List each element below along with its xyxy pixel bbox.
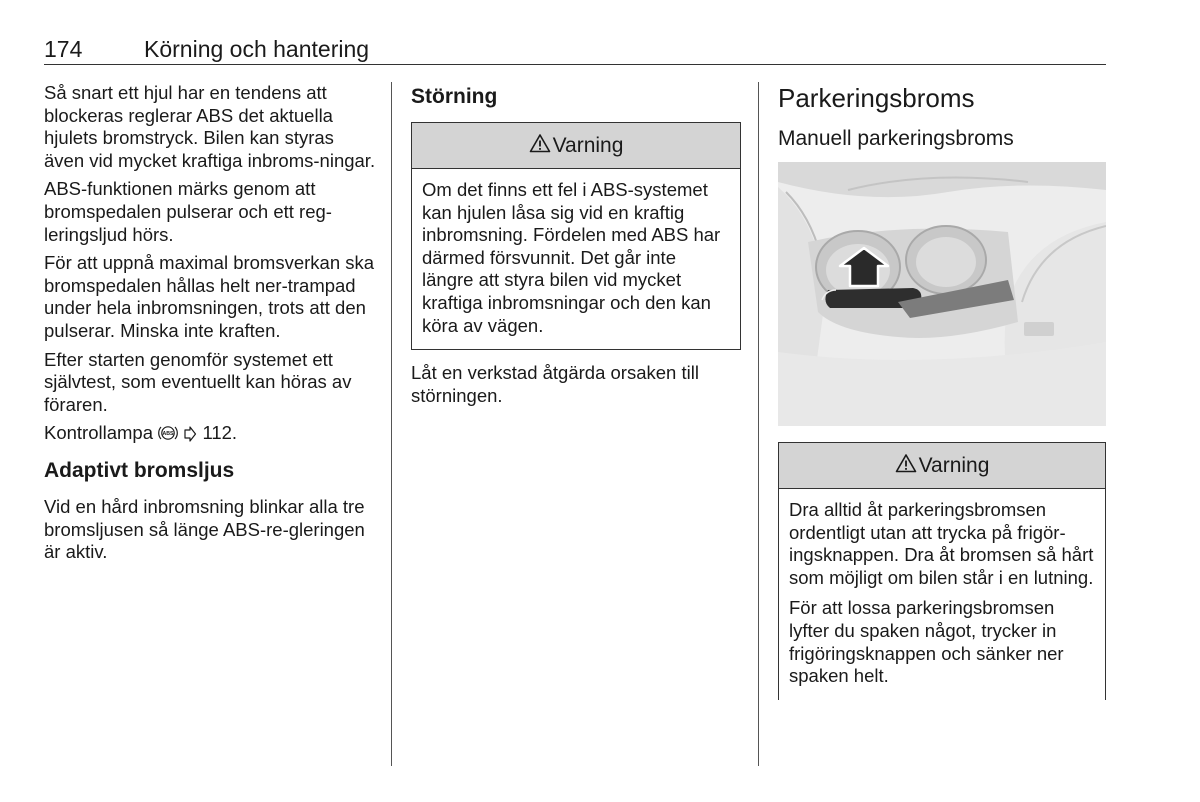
warning-triangle-icon [529,133,551,159]
page-number: 174 [44,36,83,62]
warning-text: Om det finns ett fel i ABS-systemet kan hjulen låsa sig vid en kraftig inbromsning. Fördelen med ABS har därmed försvunnit. Det går inte längre att styra bilen vid mycket kraftiga inbromsningar och den kan köra av vägen. [422,179,721,336]
fault-heading: Störning [411,85,498,108]
warning-header [412,123,740,169]
workshop-paragraph: Låt en verkstad åtgärda orsaken till störningen. [411,362,699,406]
column-left [44,82,379,570]
abs-paragraph-2: ABS-funktionen märks genom att bromspedalen pulserar och ett reg-leringsljud hörs. [44,178,332,245]
warning-triangle-icon [895,453,917,479]
warning-body [779,489,1105,700]
warning-text-1: Dra alltid åt parkeringsbromsen ordentligt utan att trycka på frigör-ingsknappen. Dra åt bromsen så hårt som möjligt om bilen står i en lutning. [789,499,1094,588]
warning-header [779,443,1105,489]
arrow-right-icon [183,425,197,448]
warning-box-parking-brake [778,442,1106,700]
abs-paragraph-4: Efter starten genomför systemet ett självtest, som eventuellt kan höras av föraren. [44,348,352,415]
page-title: Körning och hantering [144,36,370,62]
parking-brake-heading: Parkeringsbroms [778,83,975,113]
column-divider-2 [758,82,759,766]
svg-text:ABS: ABS [162,431,174,438]
column-right [778,82,1106,700]
reference-page: 112. [202,422,238,444]
adaptive-brake-light-heading: Adaptivt bromsljus [44,458,235,482]
control-lamp-reference [44,422,379,448]
page-header [44,36,1106,65]
manual-parking-brake-heading: Manuell parkeringsbroms [778,127,1014,150]
column-divider-1 [391,82,392,766]
adaptive-brake-light-paragraph: Vid en hård inbromsning blinkar alla tre bromsljusen så länge ABS-re-gleringen är aktiv. [44,495,365,563]
warning-box-abs [411,122,741,350]
parking-brake-photo [778,162,1106,426]
abs-warning-lamp-icon [158,424,178,448]
warning-title: Varning [918,453,990,477]
column-middle [411,82,741,413]
warning-title: Varning [552,133,624,157]
abs-paragraph-3: För att uppnå maximal bromsverkan ska bromspedalen hållas helt ner-trampad under hela inbromsningen, trots att den pulserar. Minska inte kraften. [44,252,375,341]
warning-text-2: För att lossa parkeringsbromsen lyfter du spaken något, trycker in frigöringsknappen och sänker ner spaken helt. [789,597,1064,687]
control-lamp-label: Kontrollampa [44,422,154,444]
abs-paragraph-1: Så snart ett hjul har en tendens att blockeras reglerar ABS det aktuella hjulets bromstryck. Bilen kan styras även vid mycket kraftiga inbroms-ningar. [44,82,376,171]
warning-body [412,169,740,349]
